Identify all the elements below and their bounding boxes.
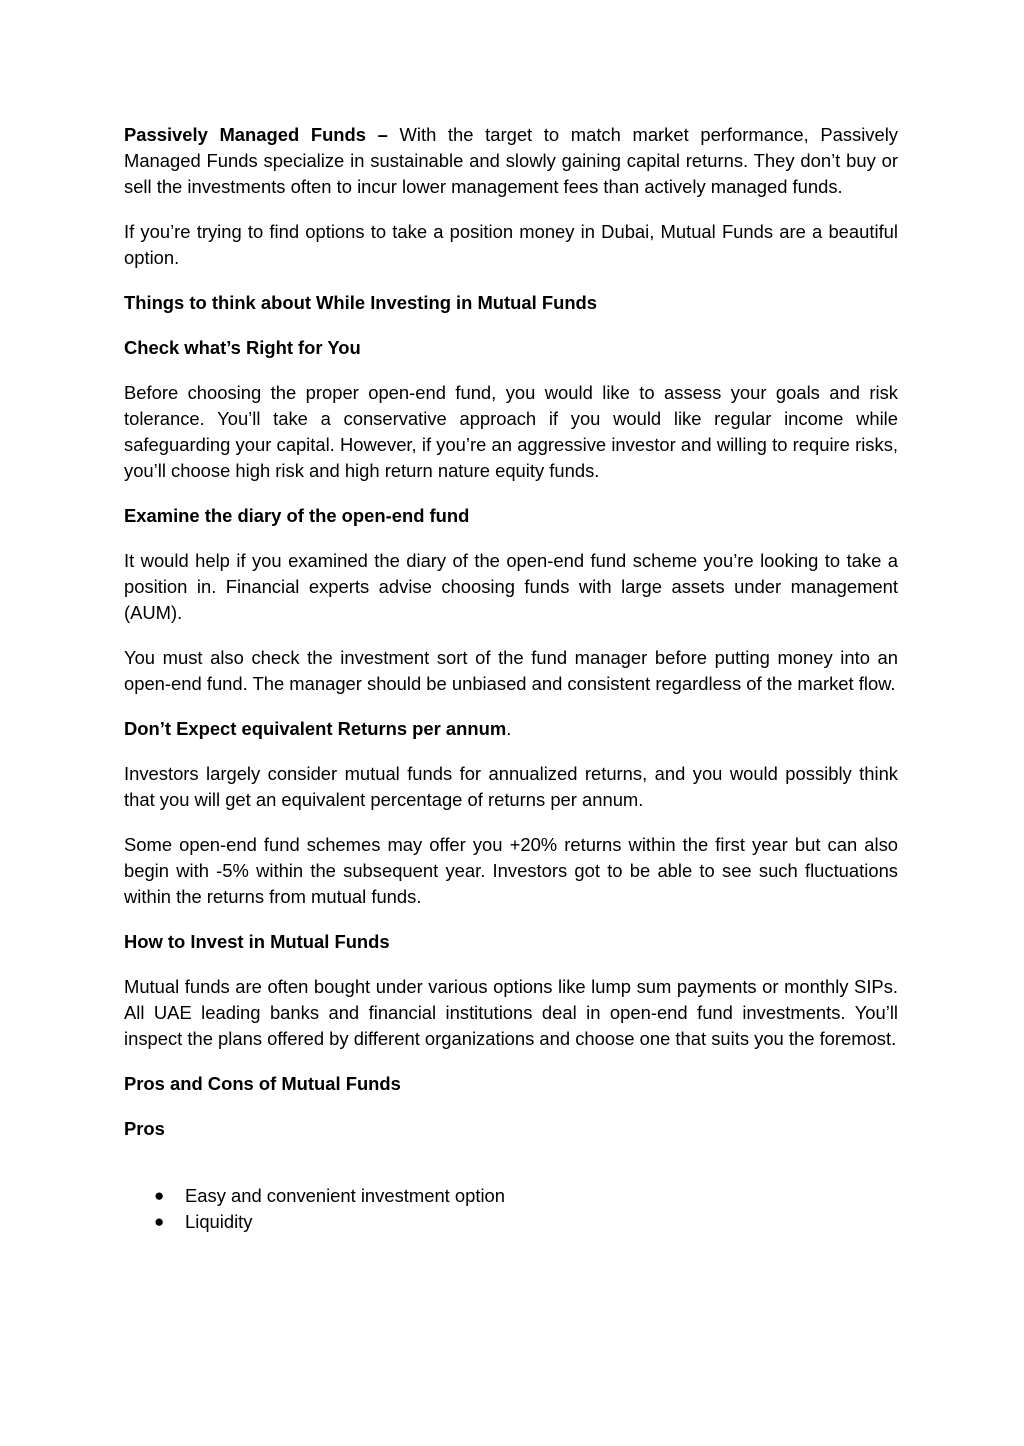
- document-page: [124, 122, 899, 1232]
- list-item-text: Easy and convenient investment option: [185, 1185, 505, 1206]
- examine-paragraph-1: It would help if you examined the diary of the open-end fund scheme you’re looking to take a position in. Financial experts advise choosing funds with large assets under management (AUM).: [124, 550, 898, 623]
- intro-text: With the target to match market performance, Passively Managed Funds specialize in sustainable and slowly gaining capital returns. They don’t buy or sell the investments often to incur lower management fees than actively managed funds.: [124, 124, 899, 197]
- heading-expect-returns: Don’t Expect equivalent Returns per annum: [124, 718, 507, 739]
- heading-how-to-invest: How to Invest in Mutual Funds: [124, 931, 390, 952]
- bullet-icon: ●: [154, 1186, 165, 1205]
- list-item-text: Liquidity: [185, 1211, 253, 1232]
- check-paragraph: Before choosing the proper open-end fund, you would like to assess your goals and risk tolerance. You’ll take a conservative approach if you would like regular income while safeguarding your capital. However, if you’re an aggressive investor and willing to require risks, you’ll choose high risk and high return nature equity funds.: [124, 382, 898, 481]
- bullet-icon: ●: [154, 1212, 165, 1231]
- intro-lead: Passively Managed Funds –: [124, 124, 388, 145]
- heading-pros: Pros: [124, 1118, 165, 1139]
- heading-expect-returns-line: [124, 716, 898, 742]
- heading-expect-period: .: [506, 718, 512, 739]
- expect-paragraph-2: Some open-end fund schemes may offer you +20% returns within the first year but can also begin with -5% within the subsequent year. Investors got to be able to see such fluctuations within the returns from mutual funds.: [124, 834, 898, 907]
- how-paragraph: Mutual funds are often bought under various options like lump sum payments or monthly SIPs. All UAE leading banks and financial institutions deal in open-end fund investments. You’ll inspect the plans offered by different organizations and choose one that suits you the foremost.: [124, 976, 898, 1049]
- intro-paragraph: [124, 122, 898, 200]
- heading-things-to-think: Things to think about While Investing in Mutual Funds: [124, 292, 598, 313]
- heading-examine-diary: Examine the diary of the open-end fund: [124, 505, 470, 526]
- list-item: [154, 1183, 928, 1209]
- expect-paragraph-1: Investors largely consider mutual funds for annualized returns, and you would possibly think that you will get an equivalent percentage of returns per annum.: [124, 763, 898, 810]
- pros-list: [154, 1183, 928, 1235]
- examine-paragraph-2: You must also check the investment sort of the fund manager before putting money into an open-end fund. The manager should be unbiased and consistent regardless of the market flow.: [124, 647, 898, 694]
- heading-check-right: Check what’s Right for You: [124, 337, 361, 358]
- dubai-paragraph: If you’re trying to find options to take a position money in Dubai, Mutual Funds are a beautiful option.: [124, 221, 898, 268]
- heading-pros-cons: Pros and Cons of Mutual Funds: [124, 1073, 401, 1094]
- list-item: [154, 1209, 928, 1235]
